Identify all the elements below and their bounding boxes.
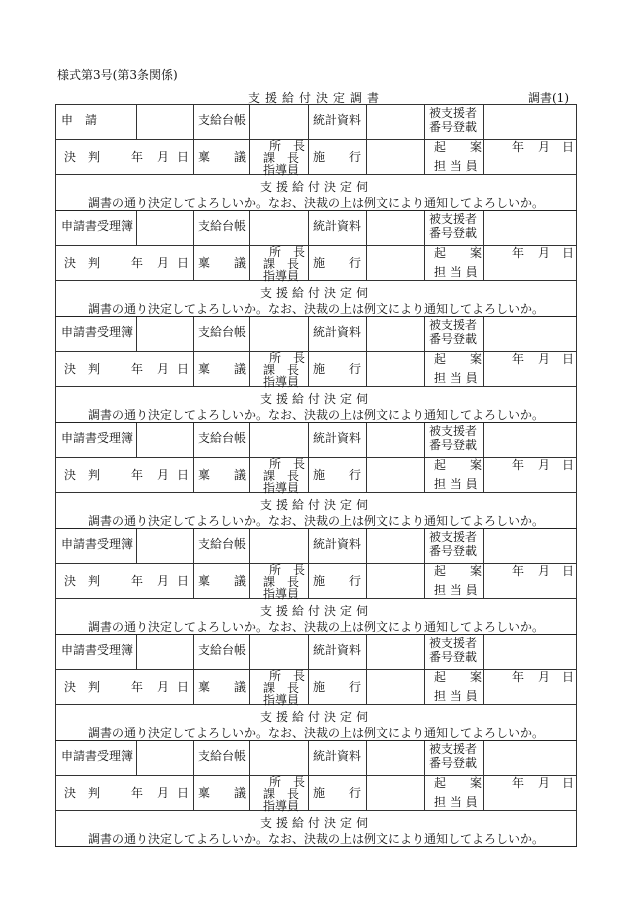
approval-title: 支援給付決定伺	[259, 286, 372, 300]
decision-year-label: 年	[131, 468, 144, 482]
payment-ledger-label: 支給台帳	[198, 643, 247, 657]
approval-title: 支援給付決定伺	[259, 710, 372, 724]
draft-month-label: 月	[538, 140, 551, 154]
decision-year-label: 年	[131, 574, 144, 588]
draft-month-label: 月	[538, 776, 551, 790]
draft-month-label: 月	[538, 564, 551, 578]
enforcement-label: 施 行	[313, 256, 362, 270]
decision-block	[55, 528, 577, 634]
statistics-label: 統計資料	[313, 325, 362, 339]
draft-year-label: 年	[512, 246, 525, 260]
director-label: 所 長	[269, 139, 306, 153]
director-label: 所 長	[269, 775, 306, 789]
draft-day-label: 日	[562, 246, 575, 260]
draft-label: 起 案	[434, 776, 483, 790]
decision-label: 決 判	[64, 256, 101, 270]
recipient-registration-label-2: 番号登載	[429, 650, 478, 664]
recipient-registration-label-2: 番号登載	[429, 544, 478, 558]
record-grid	[55, 211, 577, 281]
decision-block	[55, 422, 577, 528]
instructor-label: 指導員	[263, 481, 300, 495]
ringi-label: 稟 議	[198, 362, 247, 376]
decision-year-label: 年	[131, 362, 144, 376]
decision-month-label: 月	[157, 362, 170, 376]
director-label: 所 長	[269, 351, 306, 365]
recipient-registration-label-1: 被支援者	[429, 530, 478, 544]
draft-day-label: 日	[562, 776, 575, 790]
approval-title: 支援給付決定伺	[259, 604, 372, 618]
draft-label: 起 案	[434, 670, 483, 684]
draft-label: 起 案	[434, 458, 483, 472]
recipient-registration-label-1: 被支援者	[429, 636, 478, 650]
application-label: 申請書受理簿	[61, 325, 134, 339]
draft-year-label: 年	[512, 776, 525, 790]
decision-day-label: 日	[177, 680, 190, 694]
payment-ledger-label: 支給台帳	[198, 431, 247, 445]
decision-block	[55, 634, 577, 740]
draft-month-label: 月	[538, 458, 551, 472]
approval-text: 調書の通り決定してよろしいか。なお、決裁の上は例文により通知してよろしいか。	[87, 408, 544, 422]
decision-label: 決 判	[64, 150, 101, 164]
ringi-label: 稟 議	[198, 468, 247, 482]
record-grid	[55, 105, 577, 175]
approval-section	[55, 387, 577, 422]
draft-year-label: 年	[512, 564, 525, 578]
decision-month-label: 月	[157, 468, 170, 482]
draft-day-label: 日	[562, 140, 575, 154]
approval-section	[55, 811, 577, 846]
approval-section	[55, 281, 577, 316]
recipient-registration-label-1: 被支援者	[429, 318, 478, 332]
record-grid	[55, 317, 577, 387]
approval-title: 支援給付決定伺	[259, 816, 372, 830]
record-grid	[55, 635, 577, 705]
recipient-registration-label-2: 番号登載	[429, 332, 478, 346]
draft-day-label: 日	[562, 564, 575, 578]
decision-label: 決 判	[64, 574, 101, 588]
payment-ledger-label: 支給台帳	[198, 749, 247, 763]
instructor-label: 指導員	[263, 587, 300, 601]
decision-year-label: 年	[131, 256, 144, 270]
person-in-charge-label: 担 当 員	[434, 477, 478, 491]
approval-text: 調書の通り決定してよろしいか。なお、決裁の上は例文により通知してよろしいか。	[87, 726, 544, 740]
ringi-label: 稟 議	[198, 150, 247, 164]
decision-label: 決 判	[64, 468, 101, 482]
approval-title: 支援給付決定伺	[259, 392, 372, 406]
decision-form-blocks	[55, 104, 577, 847]
decision-month-label: 月	[157, 574, 170, 588]
application-label: 申請書受理簿	[61, 219, 134, 233]
payment-ledger-label: 支給台帳	[198, 113, 247, 127]
enforcement-label: 施 行	[313, 786, 362, 800]
draft-label: 起 案	[434, 140, 483, 154]
section-chief-label: 課 長	[263, 151, 300, 165]
record-grid	[55, 423, 577, 493]
draft-label: 起 案	[434, 352, 483, 366]
recipient-registration-label-2: 番号登載	[429, 226, 478, 240]
enforcement-label: 施 行	[313, 468, 362, 482]
record-grid	[55, 529, 577, 599]
section-chief-label: 課 長	[263, 575, 300, 589]
director-label: 所 長	[269, 563, 306, 577]
draft-month-label: 月	[538, 352, 551, 366]
draft-year-label: 年	[512, 140, 525, 154]
approval-section	[55, 705, 577, 740]
decision-month-label: 月	[157, 150, 170, 164]
enforcement-label: 施 行	[313, 362, 362, 376]
draft-day-label: 日	[562, 458, 575, 472]
statistics-label: 統計資料	[313, 537, 362, 551]
instructor-label: 指導員	[263, 693, 300, 707]
person-in-charge-label: 担 当 員	[434, 371, 478, 385]
payment-ledger-label: 支給台帳	[198, 537, 247, 551]
decision-day-label: 日	[177, 786, 190, 800]
statistics-label: 統計資料	[313, 749, 362, 763]
approval-text: 調書の通り決定してよろしいか。なお、決裁の上は例文により通知してよろしいか。	[87, 302, 544, 316]
person-in-charge-label: 担 当 員	[434, 583, 478, 597]
recipient-registration-label-2: 番号登載	[429, 756, 478, 770]
decision-month-label: 月	[157, 680, 170, 694]
ringi-label: 稟 議	[198, 574, 247, 588]
application-label: 申請書受理簿	[61, 749, 134, 763]
decision-label: 決 判	[64, 362, 101, 376]
decision-label: 決 判	[64, 680, 101, 694]
draft-label: 起 案	[434, 246, 483, 260]
decision-day-label: 日	[177, 574, 190, 588]
ringi-label: 稟 議	[198, 680, 247, 694]
person-in-charge-label: 担 当 員	[434, 265, 478, 279]
decision-day-label: 日	[177, 468, 190, 482]
approval-text: 調書の通り決定してよろしいか。なお、決裁の上は例文により通知してよろしいか。	[87, 620, 544, 634]
section-chief-label: 課 長	[263, 363, 300, 377]
payment-ledger-label: 支給台帳	[198, 325, 247, 339]
draft-month-label: 月	[538, 246, 551, 260]
decision-block	[55, 740, 577, 847]
draft-month-label: 月	[538, 670, 551, 684]
decision-block	[55, 316, 577, 422]
decision-year-label: 年	[131, 680, 144, 694]
decision-year-label: 年	[131, 150, 144, 164]
section-chief-label: 課 長	[263, 469, 300, 483]
approval-text: 調書の通り決定してよろしいか。なお、決裁の上は例文により通知してよろしいか。	[87, 196, 544, 210]
section-chief-label: 課 長	[263, 681, 300, 695]
statistics-label: 統計資料	[313, 113, 362, 127]
ringi-label: 稟 議	[198, 786, 247, 800]
section-chief-label: 課 長	[263, 257, 300, 271]
recipient-registration-label-2: 番号登載	[429, 120, 478, 134]
decision-month-label: 月	[157, 256, 170, 270]
recipient-registration-label-1: 被支援者	[429, 106, 478, 120]
draft-year-label: 年	[512, 458, 525, 472]
approval-title: 支援給付決定伺	[259, 498, 372, 512]
recipient-registration-label-2: 番号登載	[429, 438, 478, 452]
approval-section	[55, 175, 577, 210]
draft-year-label: 年	[512, 352, 525, 366]
draft-day-label: 日	[562, 352, 575, 366]
person-in-charge-label: 担 当 員	[434, 159, 478, 173]
statistics-label: 統計資料	[313, 431, 362, 445]
decision-day-label: 日	[177, 150, 190, 164]
decision-year-label: 年	[131, 786, 144, 800]
approval-title: 支援給付決定伺	[259, 180, 372, 194]
payment-ledger-label: 支給台帳	[198, 219, 247, 233]
enforcement-label: 施 行	[313, 680, 362, 694]
instructor-label: 指導員	[263, 269, 300, 283]
approval-section	[55, 599, 577, 634]
instructor-label: 指導員	[263, 799, 300, 813]
person-in-charge-label: 担 当 員	[434, 689, 478, 703]
section-chief-label: 課 長	[263, 787, 300, 801]
instructor-label: 指導員	[263, 163, 300, 177]
page-title: 支援給付決定調書	[248, 91, 385, 105]
enforcement-label: 施 行	[313, 574, 362, 588]
document-code: 調書(1)	[528, 91, 569, 105]
application-label: 申請書受理簿	[61, 643, 134, 657]
recipient-registration-label-1: 被支援者	[429, 742, 478, 756]
recipient-registration-label-1: 被支援者	[429, 424, 478, 438]
form-label: 様式第3号(第3条関係)	[57, 68, 178, 82]
decision-day-label: 日	[177, 256, 190, 270]
director-label: 所 長	[269, 669, 306, 683]
application-label: 申請書受理簿	[61, 431, 134, 445]
statistics-label: 統計資料	[313, 219, 362, 233]
application-label: 申請書受理簿	[61, 537, 134, 551]
approval-section	[55, 493, 577, 528]
decision-label: 決 判	[64, 786, 101, 800]
enforcement-label: 施 行	[313, 150, 362, 164]
decision-block	[55, 210, 577, 316]
approval-text: 調書の通り決定してよろしいか。なお、決裁の上は例文により通知してよろしいか。	[87, 832, 544, 846]
draft-year-label: 年	[512, 670, 525, 684]
ringi-label: 稟 議	[198, 256, 247, 270]
draft-day-label: 日	[562, 670, 575, 684]
director-label: 所 長	[269, 245, 306, 259]
application-label: 申 請	[61, 113, 98, 127]
instructor-label: 指導員	[263, 375, 300, 389]
decision-day-label: 日	[177, 362, 190, 376]
decision-month-label: 月	[157, 786, 170, 800]
approval-text: 調書の通り決定してよろしいか。なお、決裁の上は例文により通知してよろしいか。	[87, 514, 544, 528]
record-grid	[55, 741, 577, 811]
director-label: 所 長	[269, 457, 306, 471]
decision-block	[55, 104, 577, 210]
draft-label: 起 案	[434, 564, 483, 578]
person-in-charge-label: 担 当 員	[434, 795, 478, 809]
statistics-label: 統計資料	[313, 643, 362, 657]
recipient-registration-label-1: 被支援者	[429, 212, 478, 226]
